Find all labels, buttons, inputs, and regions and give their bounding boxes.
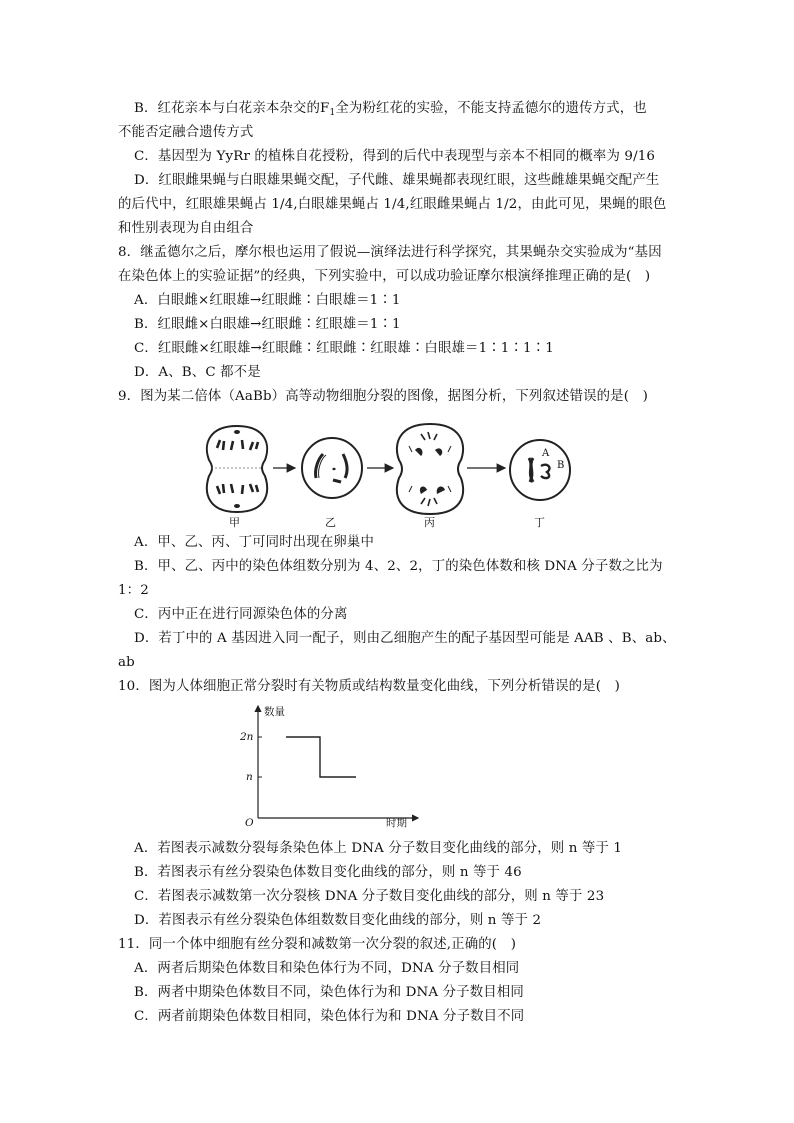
- cell-yi: [302, 438, 362, 498]
- q8-stem-line1: 8．继孟德尔之后，摩尔根也运用了假说—演绎法进行科学探究，其果蝇杂交实验成为“基因: [118, 245, 662, 260]
- q9-stem: 9．图为某二倍体（AaBb）高等动物细胞分裂的图像，据图分析，下列叙述错误的是( ): [118, 389, 649, 404]
- q11-option-c: C．两者前期染色体数目相同，染色体行为和 DNA 分子数目不同: [134, 1009, 525, 1024]
- origin-label: O: [245, 817, 254, 829]
- label-jia: 甲: [229, 516, 240, 529]
- q8-option-a: A．白眼雌×红眼雄→红眼雌∶白眼雄＝1∶1: [134, 293, 401, 308]
- q7-option-d-line3: 和性别表现为自由组合: [118, 221, 254, 236]
- q9-option-d-line2: ab: [118, 655, 135, 670]
- q9-option-b-line1: B．甲、乙、丙中的染色体组数分别为 4、2、2，丁的染色体数和核 DNA 分子数之比为: [134, 559, 663, 574]
- ytick-n: n: [246, 771, 253, 783]
- q9-option-b-line2: 1：2: [118, 583, 149, 598]
- q8-option-b: B．红眼雌×白眼雄→红眼雌∶红眼雄＝1∶1: [134, 317, 401, 332]
- label-yi: 乙: [325, 516, 336, 529]
- q7-option-c: C．基因型为 YyRr 的植株自花授粉，得到的后代中表现型与亲本不相同的概率为 9/16: [134, 149, 656, 164]
- q8-option-c: C．红眼雌×红眼雄→红眼雌∶红眼雌∶红眼雄∶白眼雄＝1∶1∶1∶1: [134, 341, 554, 356]
- cell-ding: [510, 440, 570, 500]
- q8-option-d: D．A、B、C 都不是: [134, 365, 261, 380]
- gene-label-a: A: [542, 448, 550, 459]
- q7-option-b-line1: B．红花亲本与白花亲本杂交的$F_1$全为粉红花的实验，不能支持孟德尔的遗传方式，也: [134, 101, 647, 118]
- q9-option-c: C．丙中正在进行同源染色体的分离: [134, 607, 348, 622]
- q10-quantity-graph: [238, 700, 438, 830]
- ytick-2n: 2n: [240, 731, 254, 743]
- q10-option-b: B．若图表示有丝分裂染色体数目变化曲线的部分，则 n 等于 46: [134, 865, 522, 880]
- q9-option-a: A．甲、乙、丙、丁可同时出现在卵巢中: [134, 535, 375, 550]
- q11-option-a: A．两者后期染色体数目和染色体行为不同，DNA 分子数目相同: [134, 961, 520, 976]
- cell-bing: [397, 424, 463, 514]
- q11-stem: 11．同一个体中细胞有丝分裂和减数第一次分裂的叙述,正确的( ): [118, 937, 517, 952]
- gene-label-b: B: [557, 460, 565, 471]
- cell-jia: [207, 426, 267, 512]
- q10-option-c: C．若图表示减数第一次分裂核 DNA 分子数目变化曲线的部分，则 n 等于 23: [134, 889, 605, 904]
- q9-cell-division-figure: [195, 420, 595, 532]
- q7-option-d-line1: D．红眼雌果蝇与白眼雄果蝇交配，子代雌、雄果蝇都表现红眼，这些雌雄果蝇交配产生: [134, 173, 660, 188]
- y-axis-label: 数量: [264, 706, 285, 718]
- q11-option-b: B．两者中期染色体数目不同，染色体行为和 DNA 分子数目相同: [134, 985, 524, 1000]
- q10-option-d: D．若图表示有丝分裂染色体组数数目变化曲线的部分，则 n 等于 2: [134, 913, 542, 928]
- q7-option-d-line2: 的后代中，红眼雄果蝇占 1/4,白眼雄果蝇占 1/4,红眼雌果蝇占 1/2，由此可见，果蝇的眼色: [118, 197, 667, 212]
- q10-stem: 10．图为人体细胞正常分裂时有关物质或结构数量变化曲线，下列分析错误的是( ): [118, 679, 621, 694]
- label-bing: 丙: [424, 516, 435, 529]
- q7-option-b-line2: 不能否定融合遗传方式: [118, 125, 254, 140]
- label-ding: 丁: [534, 516, 545, 529]
- q10-option-a: A．若图表示减数分裂每条染色体上 DNA 分子数目变化曲线的部分，则 n 等于 1: [134, 841, 623, 856]
- q9-option-d-line1: D．若丁中的 A 基因进入同一配子，则由乙细胞产生的配子基因型可能是 AAB 、B、ab、: [134, 631, 676, 646]
- x-axis-label: 时期: [386, 817, 407, 829]
- step-curve: [286, 737, 356, 777]
- q8-stem-line2: 在染色体上的实验证据”的经典，下列实验中，可以成功验证摩尔根演绎推理正确的是( ): [118, 269, 651, 284]
- cell-jia-chromosomes: [217, 430, 258, 508]
